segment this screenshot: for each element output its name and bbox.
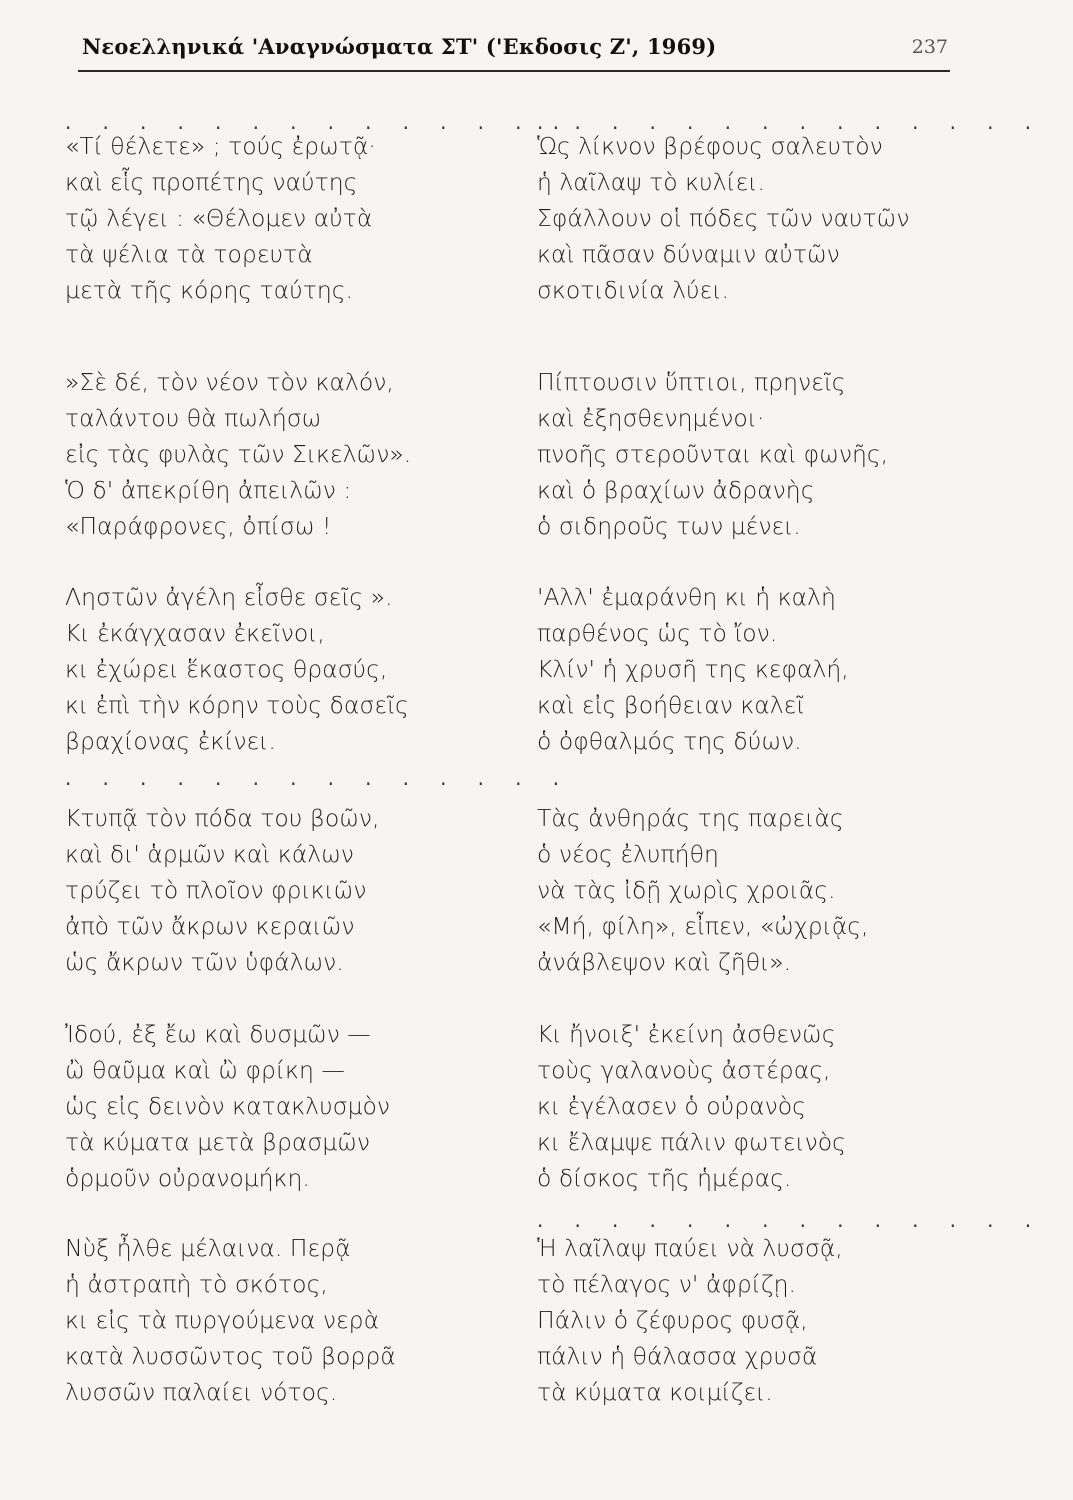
poem-line: τῷ λέγει : «Θέλομεν αὐτὰ: [65, 204, 373, 232]
poem-line: ἡ λαῖλαψ τὸ κυλίει.: [537, 168, 765, 196]
poem-line: 'Αλλ' ἐμαράνθη κι ἡ καλὴ: [537, 583, 836, 611]
poem-line: ὁ ὀφθαλμός της δύων.: [537, 727, 802, 755]
poem-line: τὰ ψέλια τὰ τορευτὰ: [65, 240, 313, 268]
poem-stanza: [65, 579, 409, 759]
poem-line: μετὰ τῆς κόρης ταύτης.: [65, 276, 354, 304]
stanza-separator: . . . . . . . . . . . . . .: [537, 1208, 1044, 1232]
poem-line: ὁρμοῦν οὐρανομήκη.: [65, 1164, 310, 1192]
poem-line: καὶ ὁ βραχίων ἀδρανὴς: [537, 476, 815, 504]
poem-line: Ὁ δ' ἀπεκρίθη ἀπειλῶν :: [65, 476, 352, 504]
page-header: [78, 30, 950, 70]
poem-line: τρύζει τὸ πλοῖον φρικιῶν: [65, 876, 367, 904]
poem-line: Πίπτουσιν ὕπτιοι, πρηνεῖς: [537, 368, 846, 396]
poem-stanza: [65, 1230, 396, 1410]
poem-line: καὶ ἐξησθενημένοι·: [537, 404, 765, 432]
poem-line: τοὺς γαλανοὺς ἀστέρας,: [537, 1056, 831, 1084]
poem-line: ὢ θαῦμα καὶ ὢ φρίκη —: [65, 1056, 345, 1084]
poem-line: Κλίν' ἡ χρυσῆ της κεφαλή,: [537, 655, 849, 683]
poem-line: κι ἐπὶ τὴν κόρην τοὺς δασεῖς: [65, 691, 409, 719]
poem-line: ὡς ἄκρων τῶν ὑφάλων.: [65, 948, 344, 976]
poem-line: τὰ κύματα κοιμίζει.: [537, 1378, 773, 1406]
poem-line: ἀπὸ τῶν ἄκρων κεραιῶν: [65, 912, 355, 940]
poem-line: »Σὲ δέ, τὸν νέον τὸν καλόν,: [65, 368, 394, 396]
header-rule: [78, 70, 950, 72]
poem-line: καὶ εἰς βοήθειαν καλεῖ: [537, 691, 805, 719]
poem-line: Σφάλλουν οἱ πόδες τῶν ναυτῶν: [537, 204, 910, 232]
poem-stanza: [537, 128, 910, 308]
poem-line: τὰ κύματα μετὰ βρασμῶν: [65, 1128, 371, 1156]
poem-line: καὶ δι' ἁρμῶν καὶ κάλων: [65, 840, 354, 868]
poem-line: καὶ εἷς προπέτης ναύτης: [65, 168, 358, 196]
poem-line: τὸ πέλαγος ν' ἀφρίζῃ.: [537, 1270, 797, 1298]
poem-line: κι ἔλαμψε πάλιν φωτεινὸς: [537, 1128, 846, 1156]
poem-line: πάλιν ἡ θάλασσα χρυσᾶ: [537, 1342, 818, 1370]
poem-stanza: [537, 364, 888, 544]
poem-line: λυσσῶν παλαίει νότος.: [65, 1378, 338, 1406]
page-number: 237: [911, 36, 948, 58]
poem-stanza: [537, 579, 849, 759]
poem-line: ἀνάβλεψον καὶ ζῆθι».: [537, 948, 792, 976]
poem-stanza: [65, 1016, 390, 1196]
running-title: Νεοελληνικά 'Αναγνώσματα ΣΤ' ('Εκδοσις Ζ', 1969): [82, 34, 717, 59]
poem-line: Ὡς λίκνον βρέφους σαλευτὸν: [537, 132, 883, 160]
poem-line: ταλάντου θὰ πωλήσω: [65, 404, 322, 432]
poem-line: «Παράφρονες, ὀπίσω !: [65, 512, 332, 540]
poem-line: κι ἐγέλασεν ὁ οὐρανὸς: [537, 1092, 806, 1120]
poem-line: καὶ πᾶσαν δύναμιν αὐτῶν: [537, 240, 840, 268]
poem-line: Κι ἐκάγχασαν ἐκεῖνοι,: [65, 619, 325, 647]
poem-line: «Τί θέλετε» ; τούς ἐρωτᾷ·: [65, 132, 376, 160]
poem-line: Ἡ λαῖλαψ παύει νὰ λυσσᾷ,: [537, 1234, 843, 1262]
poem-line: Ἰδού, ἐξ ἔω καὶ δυσμῶν —: [65, 1020, 371, 1048]
poem-line: Ληστῶν ἀγέλη εἶσθε σεῖς ».: [65, 583, 393, 611]
poem-line: κι ἐχώρει ἕκαστος θρασύς,: [65, 655, 388, 683]
poem-line: Νὺξ ἦλθε μέλαινα. Περᾷ: [65, 1234, 351, 1262]
poem-stanza: [537, 1230, 843, 1410]
stanza-separator: . . . . . . . . . . . . . .: [65, 766, 572, 790]
poem-line: βραχίονας ἐκίνει.: [65, 727, 276, 755]
poem-line: Κι ἤνοιξ' ἐκείνη ἀσθενῶς: [537, 1020, 836, 1048]
poem-line: νὰ τὰς ἰδῇ χωρὶς χροιᾶς.: [537, 876, 836, 904]
poem-line: Κτυπᾷ τὸν πόδα του βοῶν,: [65, 804, 380, 832]
poem-line: ὁ δίσκος τῆς ἡμέρας.: [537, 1164, 792, 1192]
poem-line: ὁ σιδηροῦς των μένει.: [537, 512, 801, 540]
poem-line: ὡς εἰς δεινὸν κατακλυσμὸν: [65, 1092, 391, 1120]
poem-line: κατὰ λυσσῶντος τοῦ βορρᾶ: [65, 1342, 396, 1370]
poem-line: «Μή, φίλη», εἶπεν, «ὠχριᾷς,: [537, 912, 869, 940]
stanza-separator: . . . . . . . . . . . . . .: [65, 110, 572, 134]
poem-line: πνοῆς στεροῦνται καὶ φωνῆς,: [537, 440, 889, 468]
poem-line: κι εἰς τὰ πυργούμενα νερὰ: [65, 1306, 380, 1334]
stanza-separator: . . . . . . . . . . . . . .: [537, 110, 1044, 134]
poem-stanza: [537, 800, 869, 980]
poem-line: παρθένος ὡς τὸ ἴον.: [537, 619, 778, 647]
poem-stanza: [65, 364, 411, 544]
poem-line: ὁ νέος ἐλυπήθη: [537, 840, 719, 868]
poem-stanza: [537, 1016, 846, 1196]
poem-line: σκοτιδινία λύει.: [537, 276, 729, 304]
poem-line: εἰς τὰς φυλὰς τῶν Σικελῶν».: [65, 440, 412, 468]
poem-line: Πάλιν ὁ ζέφυρος φυσᾷ,: [537, 1306, 808, 1334]
poem-stanza: [65, 800, 380, 980]
poem-line: ἡ ἀστραπὴ τὸ σκότος,: [65, 1270, 328, 1298]
poem-stanza: [65, 128, 376, 308]
poem-line: Τὰς ἀνθηράς της παρειὰς: [537, 804, 844, 832]
